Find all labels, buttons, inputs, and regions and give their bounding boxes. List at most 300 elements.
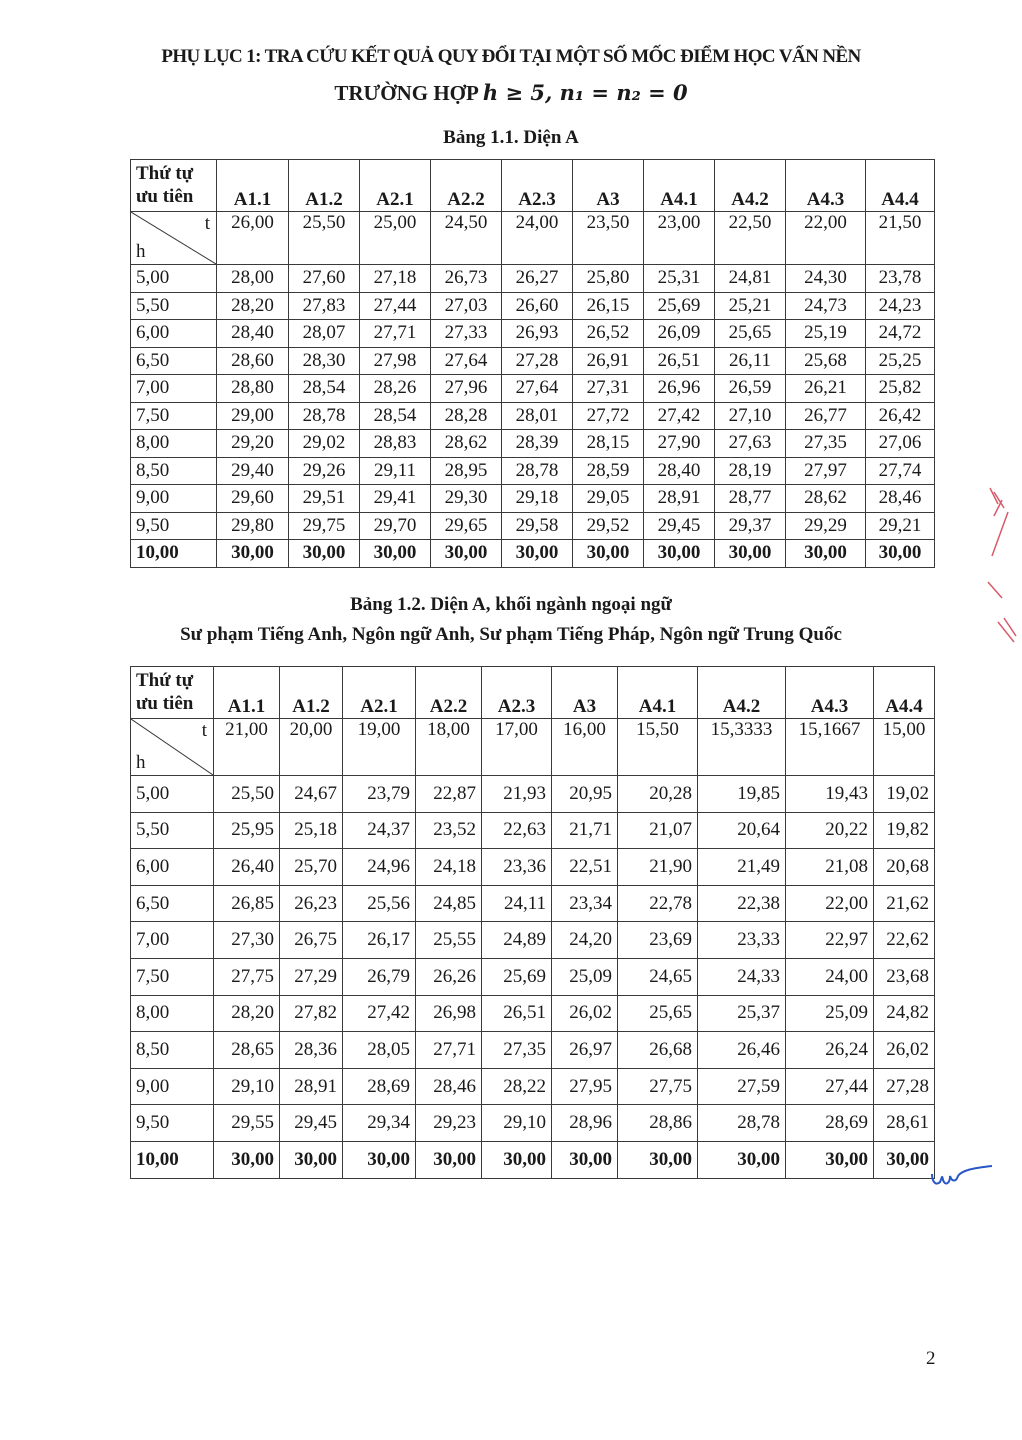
table-row: [131, 265, 935, 293]
table-row: [131, 430, 935, 458]
row-h-value: 5,50: [131, 292, 217, 320]
table-row: [131, 1032, 935, 1069]
column-header: A4.4: [874, 667, 935, 719]
value-cell: 26,17: [343, 922, 416, 959]
value-cell: 29,26: [289, 457, 360, 485]
table-row: [131, 995, 935, 1032]
subtitle-condition: h ≥ 5, n₁ = n₂ = 0: [482, 80, 688, 105]
t-value-cell: 25,50: [289, 212, 360, 265]
value-cell: 29,21: [866, 512, 935, 540]
value-cell: 28,05: [343, 1032, 416, 1069]
table-row: [131, 347, 935, 375]
value-cell: 27,35: [482, 1032, 552, 1069]
value-cell: 28,60: [217, 347, 289, 375]
value-cell: 28,40: [644, 457, 715, 485]
value-cell: 29,45: [644, 512, 715, 540]
row-h-value: 7,00: [131, 375, 217, 403]
row-header-label: [131, 667, 214, 719]
value-cell: 22,63: [482, 812, 552, 849]
row-h-value: 8,00: [131, 430, 217, 458]
value-cell: 28,95: [431, 457, 502, 485]
value-cell: 28,69: [343, 1068, 416, 1105]
value-cell: 27,74: [866, 457, 935, 485]
row-h-value: 6,00: [131, 320, 217, 348]
t-value-cell: 15,50: [618, 719, 698, 776]
table-row: [131, 1105, 935, 1142]
row-h-value: 8,50: [131, 457, 217, 485]
value-cell: 28,69: [786, 1105, 874, 1142]
value-cell: 28,59: [573, 457, 644, 485]
value-cell: 29,02: [289, 430, 360, 458]
column-header: A1.2: [289, 160, 360, 212]
value-cell: 20,95: [552, 776, 618, 813]
value-cell: 28,00: [217, 265, 289, 293]
value-cell: 27,71: [416, 1032, 482, 1069]
value-cell: 22,00: [786, 885, 874, 922]
value-cell: 27,64: [431, 347, 502, 375]
value-cell: 28,20: [214, 995, 280, 1032]
value-cell: 26,15: [573, 292, 644, 320]
value-cell: 30,00: [431, 540, 502, 568]
value-cell: 27,44: [786, 1068, 874, 1105]
value-cell: 20,22: [786, 812, 874, 849]
value-cell: 26,42: [866, 402, 935, 430]
header-label-line1: Thứ tự: [136, 163, 194, 184]
value-cell: 26,59: [715, 375, 786, 403]
row-h-value: 5,50: [131, 812, 214, 849]
value-cell: 29,70: [360, 512, 431, 540]
value-cell: 26,23: [280, 885, 343, 922]
value-cell: 27,96: [431, 375, 502, 403]
row-h-value: 10,00: [131, 540, 217, 568]
value-cell: 25,21: [715, 292, 786, 320]
value-cell: 30,00: [280, 1141, 343, 1178]
value-cell: 25,25: [866, 347, 935, 375]
value-cell: 28,46: [866, 485, 935, 513]
t-value-cell: 22,00: [786, 212, 866, 265]
t-value-cell: 17,00: [482, 719, 552, 776]
value-cell: 25,09: [786, 995, 874, 1032]
value-cell: 30,00: [866, 540, 935, 568]
column-header: A3: [573, 160, 644, 212]
value-cell: 26,02: [874, 1032, 935, 1069]
value-cell: 26,26: [416, 958, 482, 995]
row-h-value: 9,50: [131, 1105, 214, 1142]
value-cell: 29,37: [715, 512, 786, 540]
value-cell: 27,90: [644, 430, 715, 458]
row-h-value: 9,00: [131, 1068, 214, 1105]
value-cell: 28,78: [502, 457, 573, 485]
value-cell: 21,49: [698, 849, 786, 886]
column-header: A2.3: [482, 667, 552, 719]
value-cell: 28,65: [214, 1032, 280, 1069]
column-header: A4.2: [715, 160, 786, 212]
value-cell: 25,37: [698, 995, 786, 1032]
diagonal-header-cell: [131, 212, 217, 265]
table-row: [131, 885, 935, 922]
value-cell: 30,00: [786, 1141, 874, 1178]
table-row: [131, 512, 935, 540]
value-cell: 28,30: [289, 347, 360, 375]
value-cell: 29,05: [573, 485, 644, 513]
table-row: [131, 958, 935, 995]
row-h-value: 6,00: [131, 849, 214, 886]
value-cell: 27,97: [786, 457, 866, 485]
table-row: [131, 1068, 935, 1105]
table-row: [131, 375, 935, 403]
value-cell: 27,83: [289, 292, 360, 320]
value-cell: 27,30: [214, 922, 280, 959]
value-cell: 28,83: [360, 430, 431, 458]
value-cell: 26,09: [644, 320, 715, 348]
value-cell: 29,10: [214, 1068, 280, 1105]
value-cell: 25,18: [280, 812, 343, 849]
column-header: A1.1: [217, 160, 289, 212]
value-cell: 23,52: [416, 812, 482, 849]
value-cell: 24,37: [343, 812, 416, 849]
row-h-value: 6,50: [131, 885, 214, 922]
value-cell: 29,41: [360, 485, 431, 513]
t-value-cell: 23,00: [644, 212, 715, 265]
value-cell: 29,60: [217, 485, 289, 513]
value-cell: 27,63: [715, 430, 786, 458]
value-cell: 29,51: [289, 485, 360, 513]
value-cell: 28,96: [552, 1105, 618, 1142]
value-cell: 21,08: [786, 849, 874, 886]
row-h-value: 9,00: [131, 485, 217, 513]
value-cell: 29,52: [573, 512, 644, 540]
value-cell: 26,51: [644, 347, 715, 375]
value-cell: 29,23: [416, 1105, 482, 1142]
table-1: [130, 159, 935, 568]
column-header: A2.2: [431, 160, 502, 212]
value-cell: 28,20: [217, 292, 289, 320]
value-cell: 25,55: [416, 922, 482, 959]
t-value-cell: 15,1667: [786, 719, 874, 776]
value-cell: 24,18: [416, 849, 482, 886]
value-cell: 22,62: [874, 922, 935, 959]
value-cell: 22,78: [618, 885, 698, 922]
table-2: [130, 666, 935, 1179]
value-cell: 28,78: [289, 402, 360, 430]
t-value-cell: 15,00: [874, 719, 935, 776]
row-h-value: 9,50: [131, 512, 217, 540]
value-cell: 29,20: [217, 430, 289, 458]
t-value-cell: 21,00: [214, 719, 280, 776]
value-cell: 24,23: [866, 292, 935, 320]
value-cell: 24,00: [786, 958, 874, 995]
value-cell: 28,91: [280, 1068, 343, 1105]
value-cell: 28,19: [715, 457, 786, 485]
value-cell: 29,45: [280, 1105, 343, 1142]
value-cell: 23,68: [874, 958, 935, 995]
value-cell: 23,79: [343, 776, 416, 813]
value-cell: 26,93: [502, 320, 573, 348]
value-cell: 25,70: [280, 849, 343, 886]
t-value-cell: 15,3333: [698, 719, 786, 776]
value-cell: 27,75: [214, 958, 280, 995]
value-cell: 29,80: [217, 512, 289, 540]
t-value-cell: 19,00: [343, 719, 416, 776]
value-cell: 25,69: [482, 958, 552, 995]
value-cell: 25,56: [343, 885, 416, 922]
value-cell: 25,82: [866, 375, 935, 403]
value-cell: 24,11: [482, 885, 552, 922]
t-value-cell: 24,00: [502, 212, 573, 265]
table2-caption-line2: Sư phạm Tiếng Anh, Ngôn ngữ Anh, Sư phạm Tiếng Pháp, Ngôn ngữ Trung Quốc: [180, 624, 842, 645]
value-cell: 28,61: [874, 1105, 935, 1142]
value-cell: 27,71: [360, 320, 431, 348]
table2-caption-line1: Bảng 1.2. Diện A, khối ngành ngoại ngữ: [350, 594, 672, 615]
value-cell: 28,91: [644, 485, 715, 513]
subtitle-text: TRƯỜNG HỢP: [334, 81, 483, 105]
value-cell: 26,21: [786, 375, 866, 403]
value-cell: 24,89: [482, 922, 552, 959]
value-cell: 22,87: [416, 776, 482, 813]
value-cell: 30,00: [217, 540, 289, 568]
t-value-cell: 24,50: [431, 212, 502, 265]
column-header: A3: [552, 667, 618, 719]
value-cell: 26,77: [786, 402, 866, 430]
value-cell: 27,60: [289, 265, 360, 293]
value-cell: 27,98: [360, 347, 431, 375]
value-cell: 29,10: [482, 1105, 552, 1142]
row-h-value: 5,00: [131, 265, 217, 293]
value-cell: 21,71: [552, 812, 618, 849]
value-cell: 27,33: [431, 320, 502, 348]
table-row: [131, 457, 935, 485]
value-cell: 27,28: [874, 1068, 935, 1105]
value-cell: 23,34: [552, 885, 618, 922]
appendix-title: PHỤ LỤC 1: TRA CỨU KẾT QUẢ QUY ĐỔI TẠI MỘT SỐ MỐC ĐIỂM HỌC VẤN NỀN: [161, 46, 861, 67]
header-label-line2: ưu tiên: [136, 186, 194, 207]
value-cell: 26,75: [280, 922, 343, 959]
value-cell: 29,30: [431, 485, 502, 513]
value-cell: 19,85: [698, 776, 786, 813]
value-cell: 29,00: [217, 402, 289, 430]
value-cell: 27,95: [552, 1068, 618, 1105]
value-cell: 29,58: [502, 512, 573, 540]
value-cell: 25,65: [618, 995, 698, 1032]
value-cell: 28,01: [502, 402, 573, 430]
value-cell: 24,72: [866, 320, 935, 348]
value-cell: 21,07: [618, 812, 698, 849]
table1-caption: Bảng 1.1. Diện A: [443, 127, 579, 148]
row-h-value: 10,00: [131, 1141, 214, 1178]
value-cell: 26,68: [618, 1032, 698, 1069]
value-cell: 26,91: [573, 347, 644, 375]
value-cell: 28,54: [289, 375, 360, 403]
value-cell: 28,78: [698, 1105, 786, 1142]
value-cell: 29,65: [431, 512, 502, 540]
value-cell: 29,40: [217, 457, 289, 485]
value-cell: 24,65: [618, 958, 698, 995]
value-cell: 29,11: [360, 457, 431, 485]
value-cell: 27,10: [715, 402, 786, 430]
value-cell: 30,00: [573, 540, 644, 568]
value-cell: 27,03: [431, 292, 502, 320]
t-axis-label: t: [201, 720, 207, 741]
column-header: A1.2: [280, 667, 343, 719]
value-cell: 21,62: [874, 885, 935, 922]
value-cell: 25,80: [573, 265, 644, 293]
value-cell: 30,00: [786, 540, 866, 568]
value-cell: 24,30: [786, 265, 866, 293]
value-cell: 27,06: [866, 430, 935, 458]
value-cell: 23,36: [482, 849, 552, 886]
value-cell: 20,68: [874, 849, 935, 886]
value-cell: 28,36: [280, 1032, 343, 1069]
value-cell: 26,98: [416, 995, 482, 1032]
value-cell: 23,33: [698, 922, 786, 959]
value-cell: 23,69: [618, 922, 698, 959]
value-cell: 24,67: [280, 776, 343, 813]
value-cell: 26,11: [715, 347, 786, 375]
value-cell: 27,42: [343, 995, 416, 1032]
value-cell: 28,40: [217, 320, 289, 348]
value-cell: 26,46: [698, 1032, 786, 1069]
value-cell: 26,27: [502, 265, 573, 293]
table-row: [131, 922, 935, 959]
value-cell: 19,43: [786, 776, 874, 813]
table-row: [131, 776, 935, 813]
value-cell: 23,78: [866, 265, 935, 293]
column-header: A2.1: [343, 667, 416, 719]
value-cell: 27,59: [698, 1068, 786, 1105]
t-value-cell: 18,00: [416, 719, 482, 776]
value-cell: 27,75: [618, 1068, 698, 1105]
value-cell: 30,00: [644, 540, 715, 568]
value-cell: 29,34: [343, 1105, 416, 1142]
value-cell: 27,35: [786, 430, 866, 458]
value-cell: 30,00: [552, 1141, 618, 1178]
value-cell: 27,18: [360, 265, 431, 293]
value-cell: 26,52: [573, 320, 644, 348]
value-cell: 25,65: [715, 320, 786, 348]
table-row: [131, 812, 935, 849]
t-value-cell: 25,00: [360, 212, 431, 265]
value-cell: 26,24: [786, 1032, 874, 1069]
t-value-cell: 23,50: [573, 212, 644, 265]
column-header: A2.1: [360, 160, 431, 212]
value-cell: 24,33: [698, 958, 786, 995]
value-cell: 26,51: [482, 995, 552, 1032]
margin-pen-mark: [984, 486, 1020, 646]
value-cell: 30,00: [343, 1141, 416, 1178]
t-value-cell: 16,00: [552, 719, 618, 776]
signature-initials: [928, 1160, 994, 1194]
table-row: [131, 320, 935, 348]
value-cell: 30,00: [214, 1141, 280, 1178]
value-cell: 26,85: [214, 885, 280, 922]
value-cell: 25,50: [214, 776, 280, 813]
value-cell: 20,64: [698, 812, 786, 849]
value-cell: 21,90: [618, 849, 698, 886]
value-cell: 28,77: [715, 485, 786, 513]
value-cell: 28,86: [618, 1105, 698, 1142]
value-cell: 27,82: [280, 995, 343, 1032]
value-cell: 28,22: [482, 1068, 552, 1105]
value-cell: 20,28: [618, 776, 698, 813]
value-cell: 26,97: [552, 1032, 618, 1069]
value-cell: 29,55: [214, 1105, 280, 1142]
row-h-value: 7,50: [131, 402, 217, 430]
row-h-value: 8,50: [131, 1032, 214, 1069]
diagonal-header-cell: [131, 719, 214, 776]
value-cell: 27,64: [502, 375, 573, 403]
value-cell: 26,02: [552, 995, 618, 1032]
header-label-line1: Thứ tự: [136, 670, 194, 691]
value-cell: 30,00: [618, 1141, 698, 1178]
header-label-line2: ưu tiên: [136, 693, 194, 714]
value-cell: 26,96: [644, 375, 715, 403]
value-cell: 28,62: [431, 430, 502, 458]
value-cell: 22,38: [698, 885, 786, 922]
column-header: A4.3: [786, 667, 874, 719]
column-header: A1.1: [214, 667, 280, 719]
value-cell: 24,96: [343, 849, 416, 886]
value-cell: 22,97: [786, 922, 874, 959]
value-cell: 28,62: [786, 485, 866, 513]
t-value-cell: 22,50: [715, 212, 786, 265]
table-row: [131, 485, 935, 513]
value-cell: 24,73: [786, 292, 866, 320]
value-cell: 29,75: [289, 512, 360, 540]
value-cell: 25,09: [552, 958, 618, 995]
value-cell: 30,00: [360, 540, 431, 568]
row-h-value: 7,00: [131, 922, 214, 959]
h-axis-label: h: [136, 241, 146, 262]
value-cell: 26,79: [343, 958, 416, 995]
table-row: [131, 292, 935, 320]
value-cell: 30,00: [502, 540, 573, 568]
page-number: 2: [926, 1348, 936, 1369]
value-cell: 30,00: [289, 540, 360, 568]
value-cell: 27,29: [280, 958, 343, 995]
value-cell: 27,44: [360, 292, 431, 320]
value-cell: 30,00: [874, 1141, 935, 1178]
value-cell: 25,68: [786, 347, 866, 375]
column-header: A2.3: [502, 160, 573, 212]
value-cell: 30,00: [482, 1141, 552, 1178]
row-h-value: 5,00: [131, 776, 214, 813]
column-header: A4.2: [698, 667, 786, 719]
value-cell: 22,51: [552, 849, 618, 886]
value-cell: 28,54: [360, 402, 431, 430]
column-header: A4.4: [866, 160, 935, 212]
value-cell: 24,20: [552, 922, 618, 959]
value-cell: 27,42: [644, 402, 715, 430]
value-cell: 30,00: [715, 540, 786, 568]
value-cell: 24,82: [874, 995, 935, 1032]
value-cell: 19,82: [874, 812, 935, 849]
appendix-subtitle: [0, 80, 1022, 106]
value-cell: 24,81: [715, 265, 786, 293]
column-header: A4.1: [618, 667, 698, 719]
value-cell: 27,31: [573, 375, 644, 403]
t-value-cell: 26,00: [217, 212, 289, 265]
table-row: [131, 402, 935, 430]
t-value-cell: 20,00: [280, 719, 343, 776]
table-row: [131, 849, 935, 886]
value-cell: 26,40: [214, 849, 280, 886]
value-cell: 30,00: [416, 1141, 482, 1178]
column-header: A4.1: [644, 160, 715, 212]
value-cell: 28,46: [416, 1068, 482, 1105]
value-cell: 26,60: [502, 292, 573, 320]
value-cell: 28,07: [289, 320, 360, 348]
row-h-value: 7,50: [131, 958, 214, 995]
